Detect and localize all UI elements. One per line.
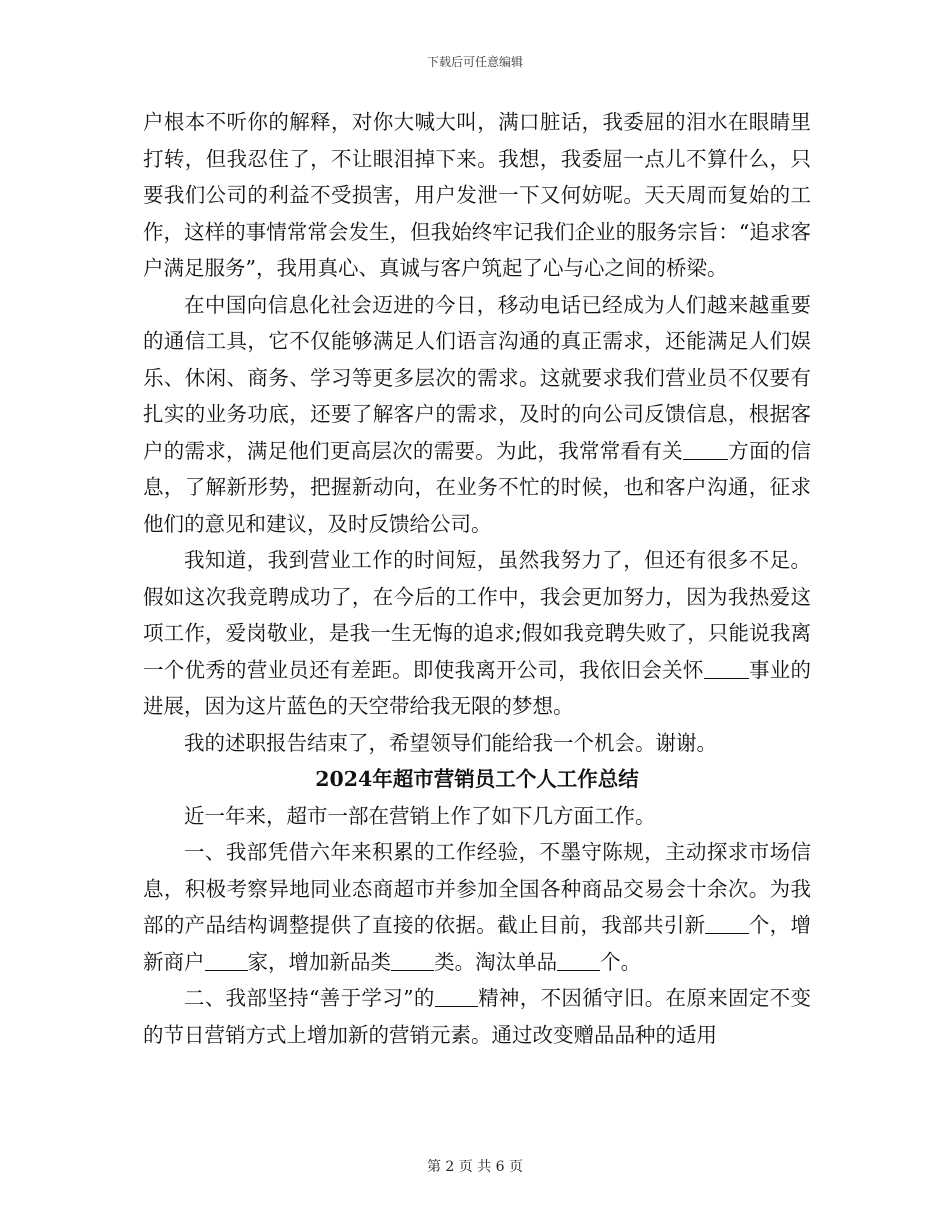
paragraph-continued [143,104,811,287]
paragraph-text: 精神，不因循守旧。在原来固定不变的节日营销方式上增加新的营销元素。通过改变赠品品种的适用 [143,986,811,1047]
document-body [143,104,811,1053]
fill-in-blank [683,438,728,460]
paragraph-intro [143,798,811,835]
paragraph-text: 个。 [600,949,642,974]
paragraph-text: 我的述职报告结束了，希望领导们能给我一个机会。谢谢。 [184,730,717,755]
paragraph-item-two [143,980,811,1053]
paragraph-item-one [143,834,811,980]
paragraph-text: 近一年来，超市一部在营销上作了如下几方面工作。 [184,803,656,828]
paragraph-text: 一、我部凭借六年来积累的工作经验，不墨守陈规，主动探求市场信息，积极考察异地同业态商超市并参加全国各种商品交易会十余次。为我部的产品结构调整提供了直接的依据。截止目前，我部共引新 [143,840,811,937]
paragraph-text: 我知道，我到营业工作的时间短，虽然我努力了，但还有很多不足。假如这次我竞聘成功了，在今后的工作中，我会更加努力，因为我热爱这项工作，爱岗敬业，是我一生无悔的追求;假如我竞聘失败了，只能说我离一个优秀的营业员还有差距。即使我离开公司，我依旧会关怀 [143,548,811,682]
paragraph-mobile-phone [143,287,811,543]
paragraph-closing [143,725,811,762]
section-title: 2024年超市营销员工个人工作总结 [315,767,639,791]
paragraph-text: 在中国向信息化社会迈进的今日，移动电话已经成为人们越来越重要的通信工具，它不仅能够满足人们语言沟通的真正需求，还能满足人们娱乐、休闲、商务、学习等更多层次的需求。这就要求我们营业员不仅要有扎实的业务功底，还要了解客户的需求，及时的向公司反馈信息，根据客户的需求，满足他们更高层次的需要。为此，我常常看有关 [143,292,811,463]
fill-in-blank [557,949,600,971]
fill-in-blank [704,657,749,679]
fill-in-blank [205,949,248,971]
paragraph-text: 类。淘汰单品 [434,949,558,974]
paragraph-text: 二、我部坚持“善于学习”的 [184,986,435,1010]
page-header-note: 下载后可任意编辑 [426,55,523,69]
paragraph-text: 户根本不听你的解释，对你大喊大叫，满口脏话，我委屈的泪水在眼睛里打转，但我忍住了，不让眼泪掉下来。我想，我委屈一点儿不算什么，只要我们公司的利益不受损害，用户发泄一下又何妨呢。天天周而复始的工作，这样的事情常常会发生，但我始终牢记我们企业的服务宗旨：“追求客户满足服务”，我用真心、真诚与客户筑起了心与心之间的桥梁。 [143,110,811,280]
paragraph-text: 个，增新商户 [143,913,812,974]
paragraph-text: 事业的进展，因为这片蓝色的天空带给我无限的梦想。 [143,657,812,718]
paragraph-competition [143,542,811,725]
page-number: 第 2 页 共 6 页 [426,1159,524,1175]
paragraph-text: 家，增加新品类 [247,949,392,974]
paragraph-text: 方面的信息，了解新形势，把握新动向，在业务不忙的时候，也和客户沟通，征求他们的意见和建议，及时反馈给公司。 [143,438,812,536]
fill-in-blank [435,986,478,1008]
fill-in-blank [705,913,748,935]
fill-in-blank [391,949,434,971]
